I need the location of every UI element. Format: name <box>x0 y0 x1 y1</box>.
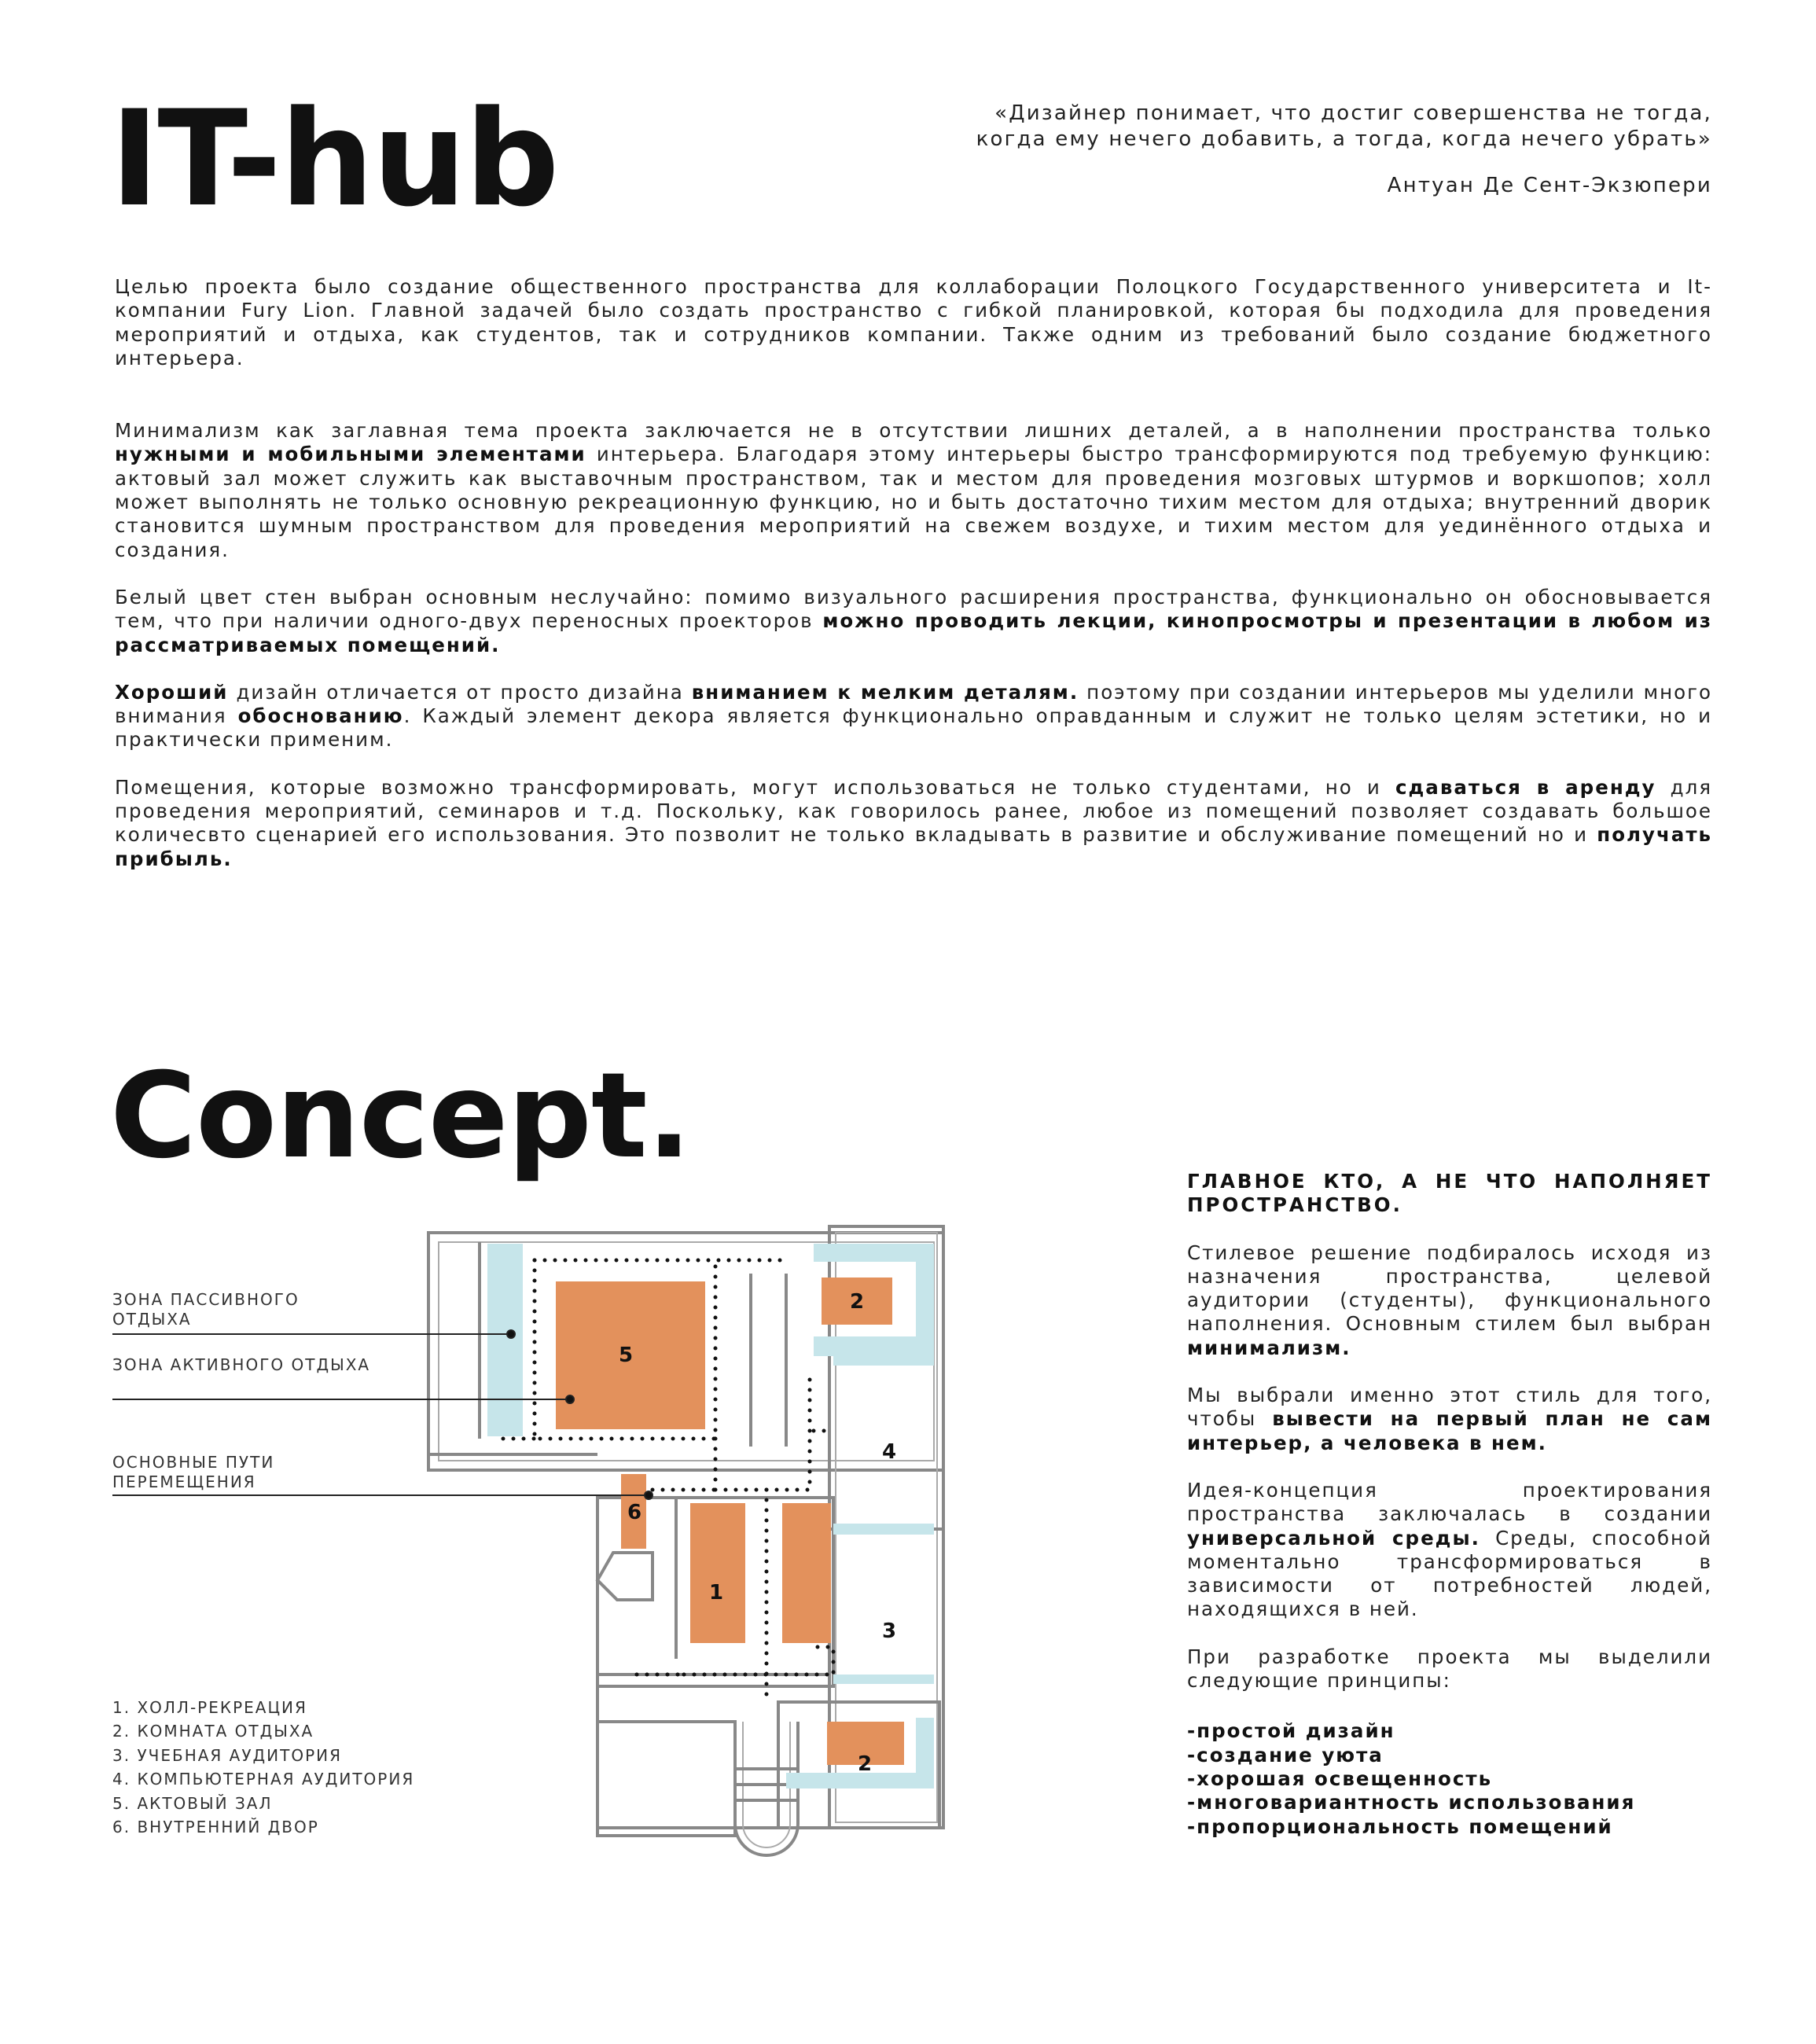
principle-item: -простой дизайн <box>1187 1719 1395 1743</box>
passive-zone <box>833 1675 934 1684</box>
concept-paragraph: При разработке проекта мы выделили следующие принципы: <box>1187 1645 1712 1693</box>
room-number-2-bottom: 2 <box>857 1752 873 1776</box>
legend-item: 4. КОМПЬЮТЕРНАЯ АУДИТОРИЯ <box>112 1770 415 1789</box>
leader-dot <box>566 1395 574 1403</box>
principle-item: -пропорциональность помещений <box>1187 1814 1613 1838</box>
room-1-zone-right <box>782 1503 831 1643</box>
concept-heading: ГЛАВНОЕ КТО, А НЕ ЧТО НАПОЛНЯЕТ ПРОСТРАНСТВО. <box>1187 1170 1712 1217</box>
principle-item: -хорошая освещенность <box>1187 1766 1493 1790</box>
annotation-active-zone: ЗОНА АКТИВНОГО ОТДЫХА <box>112 1355 371 1374</box>
quote-author: Антуан Де Сент-Экзюпери <box>1387 174 1712 197</box>
intro-paragraph: Минимализм как заглавная тема проекта заключается не в отсутствии лишних деталей, а в наполнении пространства только нужными и мобильными элементами интерьера. Благодаря этому интерьеры быстро трансформируются под требуемую функцию: актовый зал может служить как выставочным пространством, так и местом для проведения мозговых штурмов и воркшопов; холл может выполнять не только основную рекреационную функцию, но и быть достаточно тихим местом для отдыха; внутренний дворик становится шумным пространством для проведения мероприятий на свежем воздухе, и тихим местом для уединённого отдыха и создания. <box>115 419 1713 561</box>
room-number-3: 3 <box>881 1619 897 1643</box>
legend-item: 3. УЧЕБНАЯ АУДИТОРИЯ <box>112 1745 343 1765</box>
plan-wall <box>597 1675 829 1828</box>
leader-dot <box>507 1330 515 1338</box>
path-line <box>715 1372 810 1490</box>
principle-item: -многовариантность использования <box>1187 1791 1636 1814</box>
plan-wall <box>597 1553 653 1600</box>
intro-paragraph: Хороший дизайн отличается от просто дизайна вниманием к мелким деталям. поэтому при создании интерьеров мы уделили много внимания обоснованию. Каждый элемент декора является функционально оправданным и служит не только целям эстетики, но и практически применим. <box>115 680 1713 752</box>
room-number-2-top: 2 <box>849 1290 865 1314</box>
annotation-passive-zone: ЗОНА ПАССИВНОГО ОТДЫХА <box>112 1290 300 1329</box>
section-title-concept: Concept. <box>110 1048 691 1185</box>
room-number-6: 6 <box>627 1501 642 1524</box>
leader-dot <box>645 1491 653 1499</box>
intro-paragraph: Белый цвет стен выбран основным неслучайно: помимо визуального расширения пространства, функционально он обосновывается тем, что при наличии одного-двух переносных проекторов можно проводить лекции, кинопросмотры и презентации в любом из рассматриваемых помещений. <box>115 585 1712 656</box>
passive-zone <box>833 1524 934 1535</box>
legend-item: 2. КОМНАТА ОТДЫХА <box>112 1722 314 1741</box>
annotation-main-paths: ОСНОВНЫЕ ПУТИ ПЕРЕМЕЩЕНИЯ <box>112 1453 275 1491</box>
quote-line: когда ему нечего добавить, а тогда, когда нечего убрать» <box>976 127 1712 151</box>
intro-paragraph: Целью проекта было создание общественного пространства для коллаборации Полоцкого Государственного университета и It-компании Fury Lion. Главной задачей было создать пространство с гибкой планировкой, которая бы подходила для проведения мероприятий и отдыха, как студентов, так и сотрудников компании. Также одним из требований было создание бюджетного интерьера. <box>115 275 1712 369</box>
concept-paragraph: Мы выбрали именно этот стиль для того, чтобы вывести на первый план не сам интерьер, а человека в нем. <box>1187 1384 1712 1454</box>
concept-paragraph: Стилевое решение подбиралось исходя из назначения пространства, целевой аудитории (студенты), функционального наполнения. Основным стилем был выбран минимализм. <box>1187 1241 1712 1359</box>
page-title: IT-hub <box>110 82 558 236</box>
legend-item: 6. ВНУТРЕННИЙ ДВОР <box>112 1818 319 1837</box>
legend-item: 1. ХОЛЛ-РЕКРЕАЦИЯ <box>112 1698 307 1717</box>
legend-item: 5. АКТОВЫЙ ЗАЛ <box>112 1793 273 1813</box>
principle-item: -создание уюта <box>1187 1743 1384 1766</box>
room-1-zone-left <box>690 1503 745 1643</box>
plan-wall <box>597 1722 735 1836</box>
passive-zone <box>487 1244 523 1436</box>
passive-zone <box>833 1356 934 1366</box>
intro-paragraph: Помещения, которые возможно трансформировать, могут использоваться не только студентами, но и сдаваться в аренду для проведения мероприятий, семинаров и т.д. Поскольку, как говорилось ранее, любое из помещений позволяет создавать большое количесвто сценарией его использования. Это позволит не только вкладывать в развитие и обслуживание помещений но и получать прибыль. <box>115 775 1713 870</box>
concept-paragraph: Идея-концепция проектирования пространства заключалась в создании универсальной среды. Среды, способной моментально трансформироваться в зависимости от потребностей людей, находящихся в ней. <box>1187 1478 1712 1621</box>
quote-line: «Дизайнер понимает, что достиг совершенства не тогда, <box>994 101 1712 125</box>
room-number-4: 4 <box>881 1440 897 1464</box>
room-number-5: 5 <box>618 1344 634 1367</box>
room-number-1: 1 <box>708 1581 724 1605</box>
